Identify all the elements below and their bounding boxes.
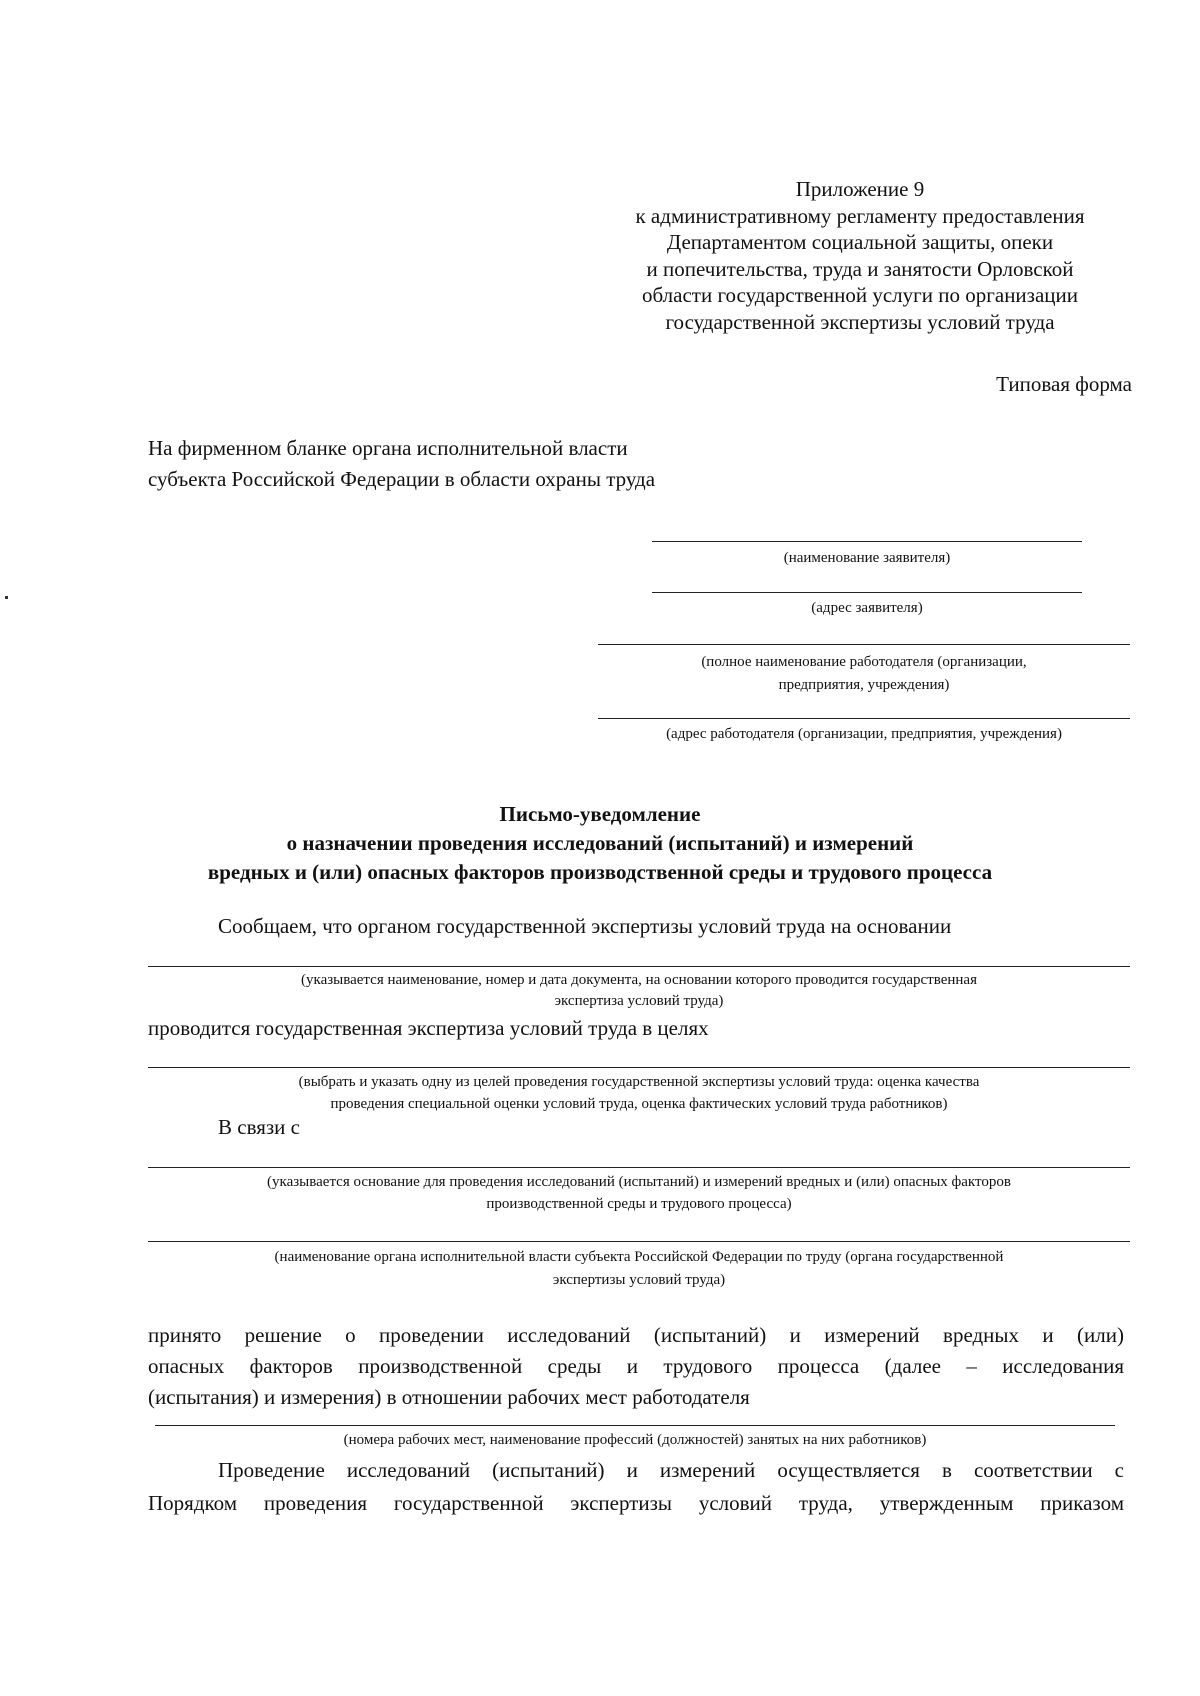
reason-fill-line [148, 1167, 1130, 1168]
procedure-paragraph [148, 1454, 1124, 1520]
in-connection-text: В связи с [218, 1115, 300, 1139]
applicant-address-line [652, 592, 1082, 593]
procedure-line: Порядком проведения государственной экспертизы условий труда, утвержденным приказом [148, 1491, 1124, 1515]
letter-title [0, 800, 1200, 887]
appendix-line: и попечительства, труда и занятости Орловской [646, 256, 1074, 281]
appendix-line: Департаментом социальной защиты, опеки [666, 230, 1054, 254]
procedure-line: Проведение исследований (испытаний) и измерений осуществляется в соответствии с [218, 1458, 1124, 1482]
letterhead-line: На фирменном бланке органа исполнительной власти [148, 436, 628, 460]
applicant-name-line [652, 541, 1082, 542]
authority-fill-line [148, 1241, 1130, 1242]
title-line: Письмо-уведомление [499, 802, 701, 826]
decision-line: (испытания) и измерения) в отношении рабочих мест работодателя [148, 1385, 750, 1409]
document-fill-line [148, 966, 1130, 967]
employer-address-caption: (адрес работодателя (организации, предприятия, учреждения) [666, 726, 1062, 742]
workplaces-fill-line [155, 1425, 1115, 1426]
letterhead-line: субъекта Российской Федерации в области охраны труда [148, 467, 656, 491]
decision-line: принято решение о проведении исследований (испытаний) и измерений вредных и (или) [148, 1323, 1124, 1347]
reason-caption: (указывается основание для проведения исследований (испытаний) и измерений вредных и (или) опасных факторов производственной среды и трудового процесса) [267, 1174, 1011, 1212]
employer-name-line [598, 644, 1130, 645]
scan-speck [5, 596, 8, 599]
form-type-label: Типовая форма [996, 372, 1132, 396]
document-caption: (указывается наименование, номер и дата документа, на основании которого проводится государственная экспертиза условий труда) [301, 972, 977, 1009]
appendix-line: государственной экспертизы условий труда [665, 309, 1055, 334]
workplaces-caption: (номера рабочих мест, наименование профессий (должностей) занятых на них работников) [343, 1432, 927, 1448]
appendix-header [600, 176, 1120, 335]
applicant-name-caption: (наименование заявителя) [783, 550, 951, 566]
decision-paragraph [148, 1320, 1124, 1413]
goal-caption: (выбрать и указать одну из целей проведения государственной экспертизы условий труда: оценка качества проведения специальной оценки условий труда, оценка фактических условий труда работников) [298, 1074, 980, 1112]
inform-text: Сообщаем, что органом государственной экспертизы условий труда на основании [218, 914, 952, 938]
applicant-address-caption: (адрес заявителя) [811, 600, 923, 616]
appendix-line: к административному регламенту предоставления [635, 203, 1085, 228]
goal-fill-line [148, 1067, 1130, 1068]
title-line: вредных и (или) опасных факторов производственной среды и трудового процесса [207, 860, 993, 884]
letterhead-note [148, 433, 655, 495]
title-line: о назначении проведения исследований (испытаний) и измерений [286, 831, 914, 855]
appendix-line: области государственной услуги по организации [642, 283, 1078, 307]
conducted-text: проводится государственная экспертиза условий труда в целях [148, 1016, 709, 1040]
appendix-line: Приложение 9 [795, 177, 925, 201]
employer-name-caption: (полное наименование работодателя (организации, предприятия, учреждения) [701, 654, 1027, 693]
decision-line: опасных факторов производственной среды и трудового процесса (далее – исследования [148, 1354, 1124, 1378]
employer-address-line [598, 718, 1130, 719]
authority-caption: (наименование органа исполнительной власти субъекта Российской Федерации по труду (органа государственной экспертизы условий труда) [274, 1249, 1004, 1288]
